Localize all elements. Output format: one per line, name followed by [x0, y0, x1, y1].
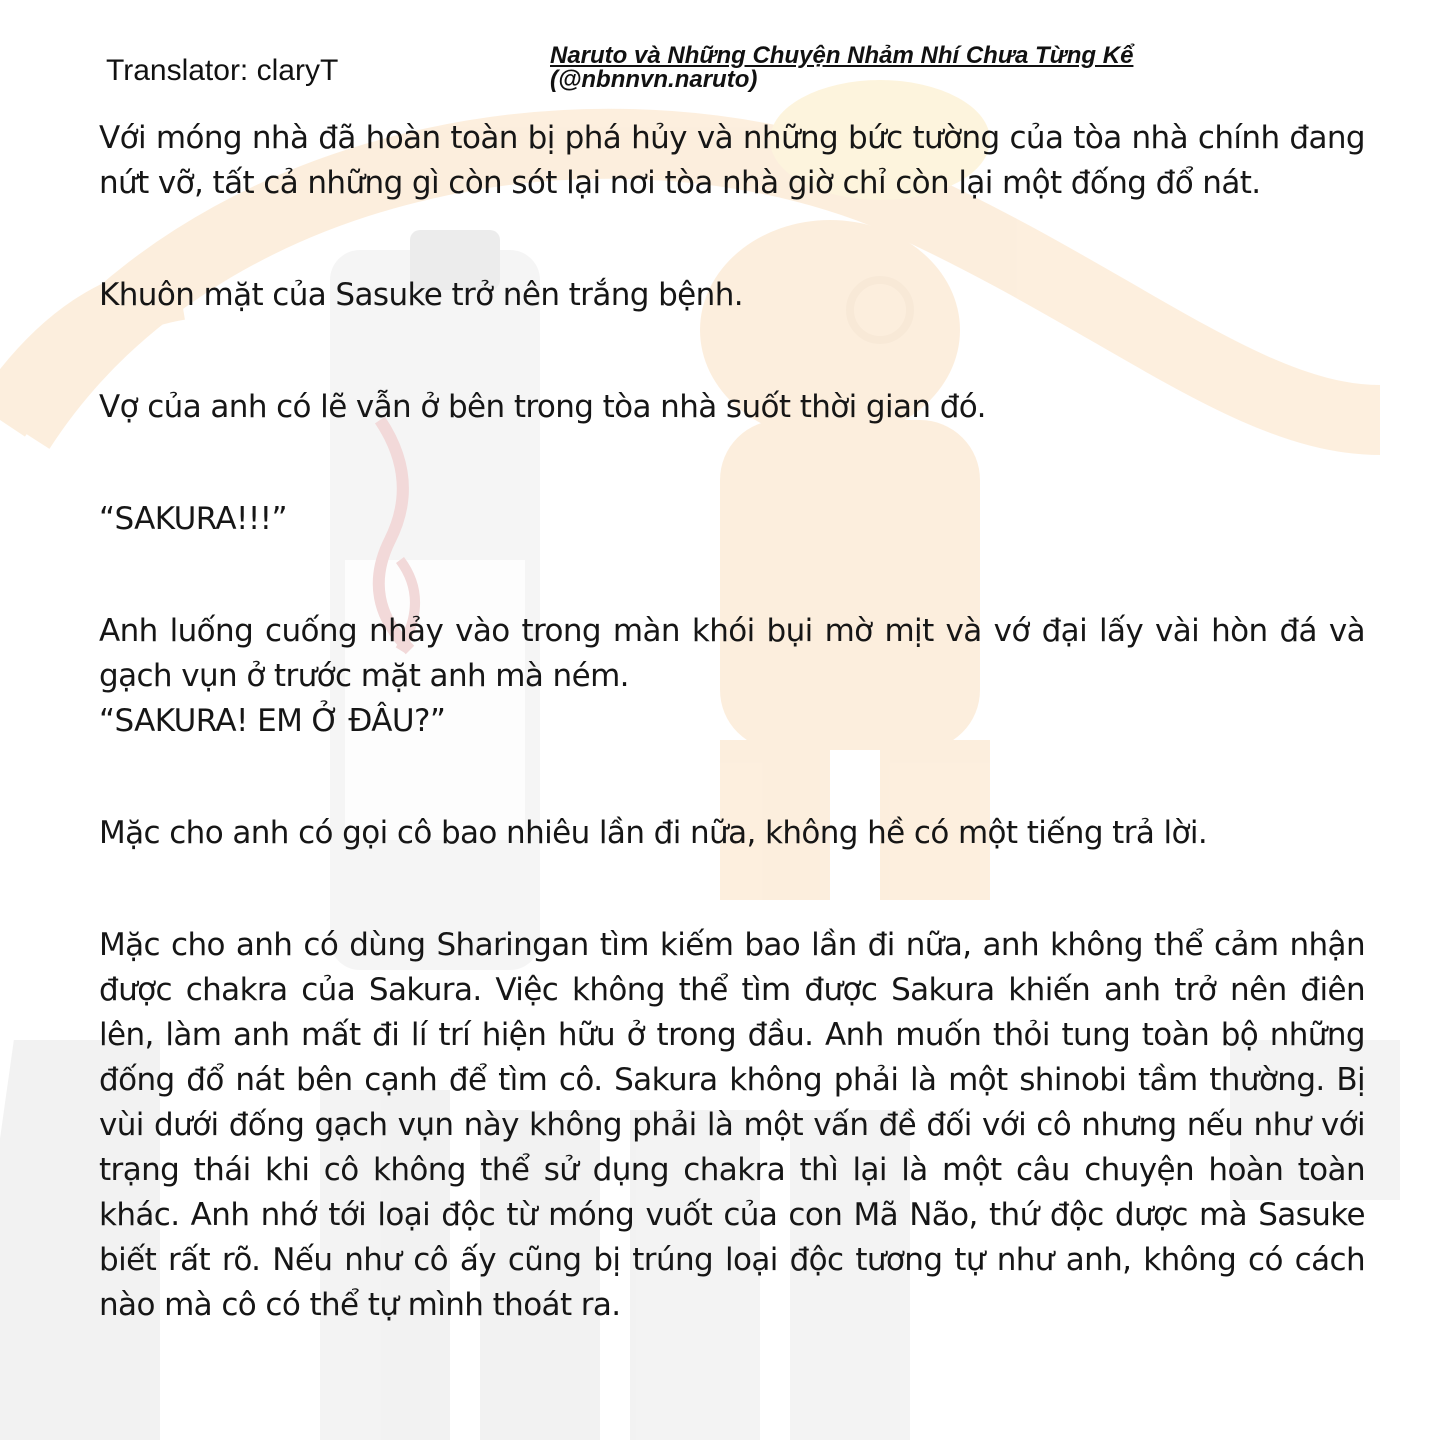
paragraph-1: Với móng nhà đã hoàn toàn bị phá hủy và những bức tường của tòa nhà chính đang nứt vỡ, tất cả những gì còn sót lại nơi tòa nhà giờ chỉ còn lại một đống đổ nát.	[99, 120, 1365, 201]
paragraph-5: Anh luống cuống nhảy vào trong màn khói bụi mờ mịt và vớ đại lấy vài hòn đá và gạch vụn ở trước mặt anh mà ném.	[99, 613, 1365, 694]
paragraph-8: Mặc cho anh có dùng Sharingan tìm kiếm bao lần đi nữa, anh không thể cảm nhận được chakra của Sakura. Việc không thể tìm được Sakura khiến anh trở nên điên lên, làm anh mất đi lí trí hiện hữu ở trong đầu. Anh muốn thỏi tung toàn bộ những đống đổ nát bên cạnh để tìm cô. Sakura không phải là một shinobi tầm thường. Bị vùi dưới đống gạch vụn này không phải là một vấn đề đối với cô nhưng nếu như với trạng thái khi cô không thể sử dụng chakra thì lại là một câu chuyện hoàn toàn khác. Anh nhớ tới loại độc từ móng vuốt của con Mã Não, thứ độc dược mà Sasuke biết rất rõ. Nếu như cô ấy cũng bị trúng loại độc tương tự như anh, không có cách nào mà cô có thể tự mình thoát ra.	[99, 927, 1365, 1323]
story-body	[99, 116, 1365, 1328]
paragraph-3: Vợ của anh có lẽ vẫn ở bên trong tòa nhà suốt thời gian đó.	[99, 389, 986, 425]
paragraph-4: “SAKURA!!!”	[99, 501, 287, 537]
series-title: Naruto và Những Chuyện Nhảm Nhí Chưa Từng Kể	[550, 42, 1134, 69]
paragraph-7: Mặc cho anh có gọi cô bao nhiêu lần đi nữa, không hề có một tiếng trả lời.	[99, 815, 1208, 851]
series-handle: (@nbnnvn.naruto)	[550, 66, 758, 93]
paragraph-6: “SAKURA! EM Ở ĐÂU?”	[99, 703, 446, 739]
series-title-block	[550, 44, 1133, 92]
translator-credit: Translator: claryT	[106, 54, 339, 87]
paragraph-2: Khuôn mặt của Sasuke trở nên trắng bệnh.	[99, 277, 743, 313]
